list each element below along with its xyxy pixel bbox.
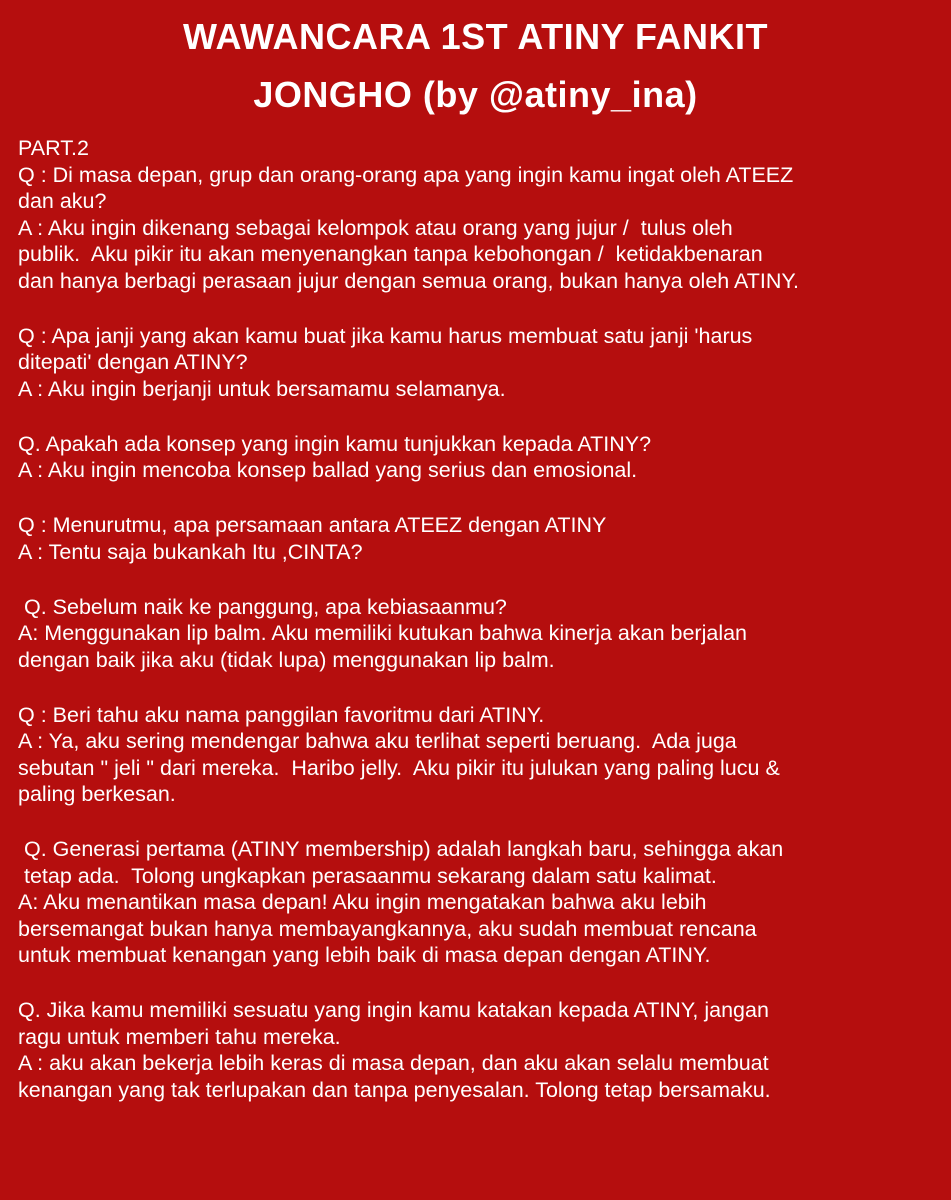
paragraph-gap — [18, 294, 943, 323]
part-label: PART.2 — [18, 136, 89, 160]
paragraph-gap — [18, 673, 943, 702]
qa-block-4 — [18, 512, 943, 565]
interview-body — [18, 135, 943, 1103]
qa-block-3 — [18, 431, 943, 484]
qa-block-5 — [18, 594, 943, 674]
qa-line: A: Aku menantikan masa depan! Aku ingin mengatakan bahwa aku lebih — [18, 890, 707, 914]
title-line-1: WAWANCARA 1ST ATINY FANKIT — [182, 16, 768, 57]
qa-line: Q. Sebelum naik ke panggung, apa kebiasaanmu? — [18, 594, 507, 619]
qa-block-6 — [18, 702, 943, 808]
qa-block-1 — [18, 162, 943, 295]
paragraph-gap — [18, 402, 943, 431]
qa-line: A : Tentu saja bukankah Itu ,CINTA? — [18, 539, 363, 564]
qa-line: sebutan " jeli " dari mereka. Haribo jelly. Aku pikir itu julukan yang paling lucu & — [18, 755, 780, 780]
qa-line: A : Aku ingin berjanji untuk bersamamu selamanya. — [18, 376, 506, 401]
qa-line: Q : Menurutmu, apa persamaan antara ATEEZ dengan ATINY — [18, 513, 607, 537]
qa-line: A : Aku ingin dikenang sebagai kelompok atau orang yang jujur / tulus oleh — [18, 215, 733, 240]
qa-line: A : Aku ingin mencoba konsep ballad yang serius dan emosional. — [18, 458, 638, 482]
qa-block-2 — [18, 323, 943, 403]
qa-line: tetap ada. Tolong ungkapkan perasaanmu sekarang dalam satu kalimat. — [18, 863, 717, 888]
qa-line: Q : Di masa depan, grup dan orang-orang apa yang ingin kamu ingat oleh ATEEZ — [18, 162, 794, 187]
qa-line: Q : Apa janji yang akan kamu buat jika kamu harus membuat satu janji 'harus — [18, 323, 753, 348]
qa-line: Q : Beri tahu aku nama panggilan favoritmu dari ATINY. — [18, 702, 545, 727]
qa-line: kenangan yang tak terlupakan dan tanpa penyesalan. Tolong tetap bersamaku. — [18, 1077, 771, 1102]
qa-line: dan hanya berbagi perasaan jujur dengan semua orang, bukan hanya oleh ATINY. — [18, 268, 799, 293]
qa-block-7 — [18, 836, 943, 969]
qa-line: ragu untuk memberi tahu mereka. — [18, 1024, 341, 1049]
paragraph-gap — [18, 565, 943, 594]
qa-line: A: Menggunakan lip balm. Aku memiliki kutukan bahwa kinerja akan berjalan — [18, 621, 748, 645]
qa-line: Q. Jika kamu memiliki sesuatu yang ingin kamu katakan kepada ATINY, jangan — [18, 998, 769, 1022]
qa-line: bersemangat bukan hanya membayangkannya, aku sudah membuat rencana — [18, 916, 757, 941]
paragraph-gap — [18, 969, 943, 998]
qa-line: A : aku akan bekerja lebih keras di masa depan, dan aku akan selalu membuat — [18, 1051, 769, 1075]
qa-block-8 — [18, 997, 943, 1103]
qa-line: publik. Aku pikir itu akan menyenangkan tanpa kebohongan / ketidakbenaran — [18, 242, 763, 266]
qa-line: ditepati' dengan ATINY? — [18, 350, 248, 374]
qa-line: untuk membuat kenangan yang lebih baik di masa depan dengan ATINY. — [18, 943, 711, 967]
paragraph-gap — [18, 484, 943, 513]
qa-line: A : Ya, aku sering mendengar bahwa aku terlihat seperti beruang. Ada juga — [18, 729, 737, 753]
qa-line: paling berkesan. — [18, 782, 176, 806]
qa-line: Q. Generasi pertama (ATINY membership) adalah langkah baru, sehingga akan — [18, 837, 784, 861]
paragraph-gap — [18, 808, 943, 837]
qa-line: dengan baik jika aku (tidak lupa) menggunakan lip balm. — [18, 647, 555, 672]
qa-line: Q. Apakah ada konsep yang ingin kamu tunjukkan kepada ATINY? — [18, 431, 652, 456]
qa-line: dan aku? — [18, 189, 107, 213]
title-line-2: JONGHO (by @atiny_ina) — [253, 74, 698, 115]
